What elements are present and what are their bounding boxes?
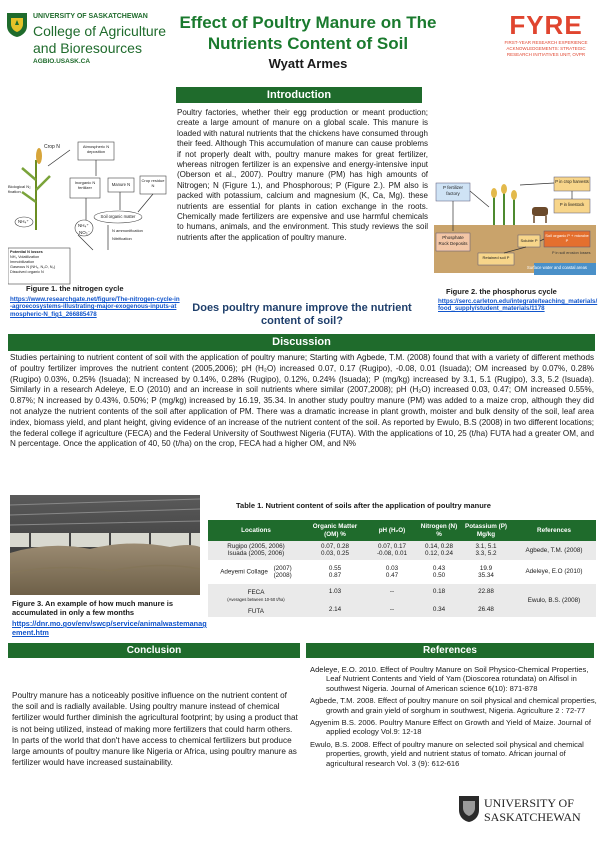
- row2-om: 0.03, 0.25: [320, 550, 349, 558]
- poster-title: [168, 12, 448, 71]
- fig3-caption: Figure 3. An example of how much manure is accumulated in only a few months: [12, 599, 174, 617]
- row3-om1: 0.55: [328, 564, 342, 572]
- fig2-retained: Retained soil P: [482, 255, 510, 260]
- table-row: [208, 584, 596, 617]
- footer-line1: UNIVERSITY OF: [484, 796, 574, 810]
- th-om: Organic Matter (OM) %: [304, 520, 366, 541]
- row3-ph1: 0.03: [385, 564, 399, 572]
- fig2-runoff: P in soil erosion losses: [552, 251, 591, 255]
- usask-shield-icon: [6, 12, 28, 38]
- fig1-no3: NO₃⁻: [79, 230, 90, 235]
- row5-om: 2.14: [328, 606, 342, 614]
- uni-name: UNIVERSITY OF SASKATCHEWAN: [33, 13, 148, 20]
- figure-3-photo: [10, 495, 200, 595]
- fig1-nitrif: Nitrification: [112, 236, 132, 241]
- figure-1: [8, 110, 173, 285]
- row4-n: 0.18: [432, 587, 446, 595]
- fig1-legend-2: Immobilization: [10, 260, 35, 264]
- fig2-p-fert: P fertilizer factory: [443, 185, 463, 196]
- fig1-ammon: N ammonification: [112, 228, 143, 233]
- row1-om: 0.07, 0.28: [320, 543, 349, 550]
- manure-barn-image: [10, 495, 200, 595]
- title-line2: Nutrients Content of Soil: [207, 34, 409, 53]
- references-heading: References: [306, 643, 594, 658]
- discussion-text: Studies pertaining to nutrient content of soil with the application of poultry manure; Starting with Agbede, T.M. (2008) found that with a variety of different methods of poultry fertilizer improves the nutrient content (2005,2006); pH (H₂O) increased 0.07, 0.17 (Rugipo), -0.08, 0.01 (Isuada); OM increased by 0.07%, 0.28%(Rugipo) 0.03%, 0.25% (Isuada); N increased by 0.14%, 0.28% (Rugipo), 0.12%, 0.24% (Isuada); P (mg/kg) increased by 3.1, 5.1 (Rugipo), 3.3, 5.2 (Isuada). Similarly in a research Adeleye, E.O (2010) and an increase in soil nutrients where similar (2007,2008); pH (H₂O) increased 0.03, 0.47; OM increased 0.55%, 0.87%; N increased by 0.43%, 0.50%; P (mg/kg) increased by 16.19, 35.34. In another study poultry manure (PM) was added to a maize crop, although they did not analyze the nutrient contents of the soil after application of PM. There was a dramatic increase in plant growth, moister and bulk density of the soil, leaf area index, biomass yield, and plant height, giving evidence of an increase of the nutrient content of the soil. As reported by Ewulo, B.S (2008) in two different locations; the federal college if agriculture (FECA) and the Federal University of Southwest Nigeria (FUTA). With the applications of 10, 25 (t/ha) FUTA had a greater OM, and N percentage. Once the application of 40, 50 (t/ha) on the crop, FECA had a higher OM, and N%: [10, 353, 594, 449]
- row3-n2: 0.50: [432, 571, 446, 579]
- college-line2: and Bioresources: [33, 40, 142, 56]
- row3-p2: 35.34: [478, 571, 494, 579]
- fig1-nh4b: NH₄⁺: [78, 223, 89, 228]
- fig1-crop-n: Crop N: [44, 144, 60, 150]
- fig1-manure: Manure N: [111, 182, 131, 187]
- row3-y1: (2007): [273, 564, 292, 572]
- fyre-wordmark: FYRE: [509, 10, 583, 40]
- footer-shield-icon: [458, 795, 480, 823]
- figure-2: [434, 155, 596, 283]
- row5-ph: --: [389, 606, 395, 614]
- fig1-legend-3: Gaseous N (NH₃, N₂O, N₂): [10, 265, 56, 269]
- fig1-legend: [10, 250, 70, 275]
- row1-n: 0.14, 0.28: [424, 543, 453, 550]
- footer-line2: SASKATCHEWAN: [484, 810, 581, 824]
- references-list: [310, 665, 598, 771]
- fig2-organic: Soil organic P + microbe P: [545, 233, 589, 243]
- reference-1: Adeleye, E.O. 2010. Effect of Poultry Manure on Soil Physico-Chemical Properties, Leaf Nutrient Contents and Yield of Yam (Dioscorea rotundata) on Alfisol in southwest Nigeria. Journal of American science 6(10): 871-878: [310, 665, 589, 693]
- row1-ph: 0.07, 0.17: [377, 543, 406, 550]
- fig2-link[interactable]: https://serc.carleton.edu/integrate/teaching_materials/food_supply/student_materials/1178: [438, 298, 598, 313]
- row3-n1: 0.43: [432, 564, 446, 572]
- row4-loc: FECA: [247, 589, 265, 597]
- fig2-soluble: Soluble P: [520, 238, 538, 243]
- th-locations: Locations: [208, 520, 304, 541]
- fig2-p-live: P in livestock: [559, 202, 585, 207]
- nutrient-table: [208, 520, 596, 617]
- row3-p1: 19.9: [479, 564, 493, 572]
- row4-ph: --: [389, 587, 395, 595]
- fig1-inorg-fert: Inorganic N fertilizer: [74, 180, 96, 190]
- reference-4: Ewulo, B.S. 2008. Effect of poultry manure on selected soil physical and chemical properties, growth, yield and nutrient status of tomato. African journal of agricultural research Vol. 3 (9): 612-616: [310, 739, 584, 768]
- conclusion-heading: Conclusion: [8, 643, 300, 658]
- fig1-caption: Figure 1. the nitrogen cycle: [26, 284, 124, 293]
- row2-ph: -0.08, 0.01: [376, 550, 408, 558]
- row3-ref: Adeleye, E.O (2010): [512, 560, 596, 585]
- author: Wyatt Armes: [268, 56, 348, 71]
- th-n: Nitrogen (N) %: [418, 520, 460, 541]
- row5-n: 0.34: [432, 606, 446, 614]
- fig1-atm-n: Atmospheric N deposition: [82, 144, 110, 154]
- footer-usask-logo: [458, 793, 598, 837]
- row1-p: 3.1, 5.1: [475, 543, 497, 550]
- fig1-legend-4: Dissolved organic N: [10, 270, 44, 274]
- th-ph: pH (H₂O): [366, 520, 418, 541]
- usask-logo: [6, 10, 176, 72]
- table-row: [208, 560, 596, 585]
- row3-y2: (2008): [273, 571, 292, 579]
- title-line1: Effect of Poultry Manure on The: [179, 13, 437, 32]
- reference-3: Agyenim B.S. 2006. Poultry Manure Effect on Growth and Yield of Maize. Journal of applied ecology Vol.9: 12-18: [310, 718, 591, 737]
- intro-text: Poultry factories, whether their egg production or meant production; create a large amount of manure on a global scale. This manure is loaded with natural nutrients that the chickens have consumed through their feed. Although This accumulation of manure can cause problems if not properly dealt with, poultry manure makes for great fertilizer, whereas nitrogen fertilizer is an expensive and energy-intensive input (Oberson et al., 2007). Poultry manure (PM) has high amounts of Nitrogen; N (Figure 1.), and Phosphorous; P (Figure 2.). PM also is packed with potassium, calcium and magnesium (K, Ca, Mg). these nutrients are essential for plants in cation exchange in the roots. Chemically made fertilizers are expensive and use harmful chemicals to humans, animals, and the environment. This study reviews the soil nutrients after the application of poultry manure.: [177, 108, 428, 242]
- table-row: [208, 541, 596, 560]
- fyre-line2: ACKNOWLEDGEMENTS: STRATEGIC: [506, 46, 586, 51]
- reference-2: Agbede, T.M. 2008. Effect of poultry manure on soil physical and chemical properties, growth and grain yield of sorghum in southwest, Nigeria. Agriculture 2 : 72-77: [310, 696, 597, 715]
- fig1-crop-res: Crop residue N: [141, 178, 165, 188]
- research-question: Does poultry manure improve the nutrient content of soil?: [192, 302, 412, 327]
- fig1-legend-1: NH₃ Volatilization: [10, 255, 40, 259]
- row2-loc: Isuada (2005, 2006): [227, 550, 285, 558]
- fig1-soil-om: Soil organic matter: [100, 214, 136, 219]
- conclusion-text: Poultry manure has a noticeably positive influence on the nutrient content of the soil and is radially available. Using poultry manure instead of chemical fertilizer would further diminish the agricultural footprint; by using a product that is not being utilized, instead of making more fertilizers that could harm others. In parts of the world that don't have access to chemical fertilizers but produce large amounts of poultry manure like Nigeria or Africa, using poultry manure as fertilizer would have increased sustainability.: [12, 691, 298, 768]
- fig1-nh4: NH₄⁺: [18, 219, 29, 224]
- th-ref: References: [512, 520, 596, 541]
- fig2-p-crop: P in crop harvests: [555, 179, 589, 184]
- fyre-line1: FIRST-YEAR RESEARCH EXPERIENCE: [504, 40, 588, 45]
- fig1-legend-title: Potential N losses: [10, 250, 43, 254]
- fyre-line3: RESEARCH INITIATIVES UNIT, OVPR: [506, 52, 586, 57]
- fyre-logo: [494, 10, 598, 80]
- row4-sub: (Averages between 10-50 t/ha): [227, 597, 285, 603]
- row3-om2: 0.87: [328, 571, 342, 579]
- row4-ref: Ewulo, B.S. (2008): [512, 584, 596, 617]
- row4-om: 1.03: [328, 587, 342, 595]
- row1-ref: Agbede, T.M. (2008): [512, 541, 596, 560]
- row3-loc: Adeyemi Collage: [220, 568, 268, 576]
- college-url: AGBIO.USASK.CA: [33, 58, 91, 65]
- row2-n: 0.12, 0.24: [424, 550, 453, 558]
- fig3-link[interactable]: https://dnr.mo.gov/env/swcp/service/animalwastemanagement.htm: [12, 619, 207, 637]
- row1-loc: Rugipo (2005, 2006): [227, 543, 285, 550]
- row5-p: 26.48: [478, 606, 494, 614]
- table-title: Table 1. Nutrient content of soils after the application of poultry manure: [236, 501, 491, 510]
- fig1-link[interactable]: https://www.researchgate.net/figure/The-nitrogen-cycle-in-agroecosystems-illustrating-major-exogenous-inputs-atmospheric-N_fig1_266885478: [10, 296, 180, 318]
- row5-loc: FUTA: [248, 607, 264, 615]
- college-line1: College of Agriculture: [33, 23, 167, 39]
- intro-heading: Introduction: [176, 87, 422, 103]
- fig2-p-rock: Phosphate Rock Deposits: [438, 235, 468, 246]
- row2-p: 3.3, 5.2: [475, 550, 497, 558]
- row4-p: 22.88: [478, 587, 494, 595]
- fig2-caption: Figure 2. the phosphorus cycle: [446, 287, 557, 296]
- fig2-surface: Surface water and coastal areas: [526, 265, 588, 270]
- row3-ph2: 0.47: [385, 571, 399, 579]
- phosphorus-cycle-diagram: [434, 155, 596, 283]
- discussion-heading: Discussion: [8, 334, 595, 351]
- fig1-bio-fix: Biological N₂ fixation: [8, 184, 31, 194]
- th-p: Potassium (P) Mg/kg: [460, 520, 512, 541]
